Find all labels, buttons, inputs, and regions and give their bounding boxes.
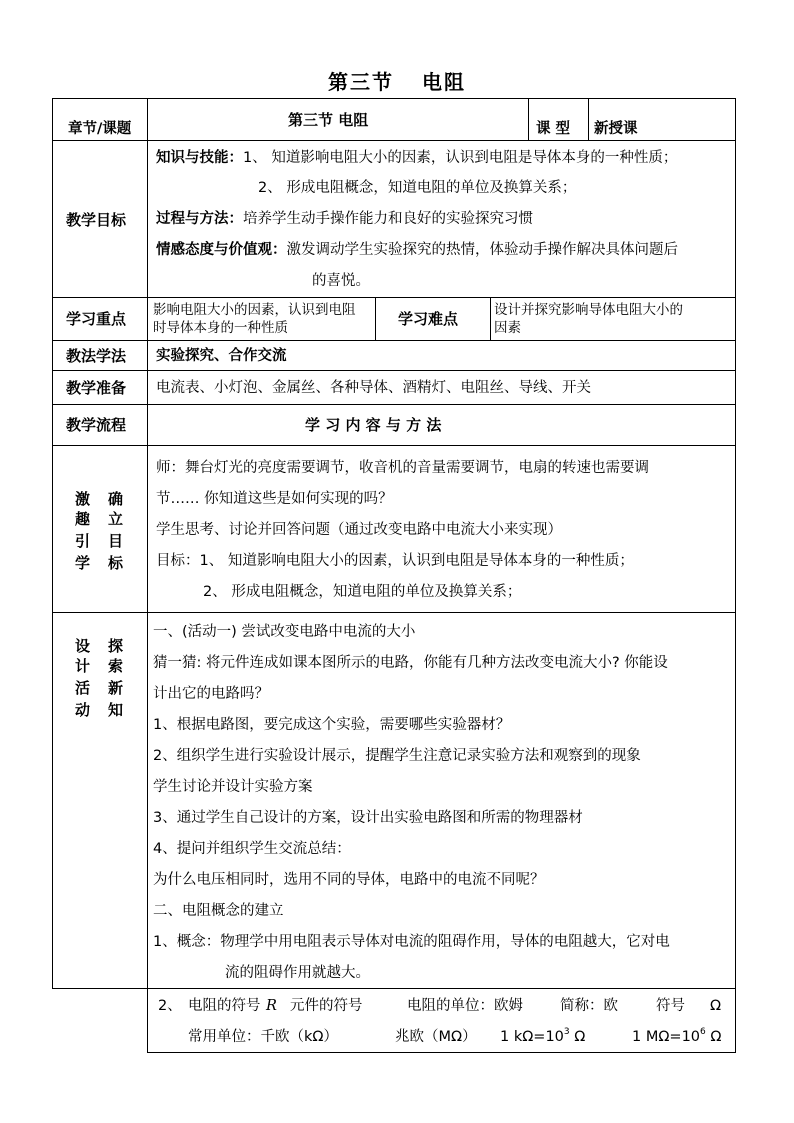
section1-line-3: 学生思考、讨论并回答问题（通过改变电路中电流大小来实现） bbox=[156, 522, 562, 538]
section2-line-11: 1、概念：物理学中用电阻表示导体对电流的阻碍作用，导体的电阻越大，它对电 bbox=[153, 934, 670, 950]
section1-line-2: 节…… 你知道这些是如何实现的吗？ bbox=[156, 491, 393, 507]
key-points-text-2: 时导体本身的一种性质 bbox=[153, 320, 288, 336]
difficulty-text-2: 因素 bbox=[494, 320, 521, 336]
section2-line-3: 计出它的电路吗？ bbox=[153, 686, 269, 702]
page-title bbox=[0, 66, 794, 95]
title-part-2: 电阻 bbox=[422, 70, 466, 94]
key-points-text-1: 影响电阻大小的因素，认识到电阻 bbox=[153, 302, 356, 318]
objectives-label: 教学目标 bbox=[66, 211, 127, 229]
section2-line-12: 流的阻碍作用就越大。 bbox=[225, 965, 370, 981]
objective-line-2: 2、 形成电阻概念，知道电阻的单位及换算关系； bbox=[258, 180, 577, 196]
section1-line-5: 2、 形成电阻概念，知道电阻的单位及换算关系； bbox=[203, 584, 522, 600]
lesson-type-label: 课 型 bbox=[536, 121, 571, 137]
prep-label: 教学准备 bbox=[66, 379, 127, 397]
section2-line-2: 猜一猜: 将元件连成如课本图所示的电路，你能有几种方法改变电流大小? 你能设 bbox=[153, 655, 668, 671]
section2-line-6: 学生讨论并设计实验方案 bbox=[153, 779, 313, 795]
section1-line-1: 师：舞台灯光的亮度需要调节，收音机的音量需要调节，电扇的转速也需要调 bbox=[156, 460, 649, 476]
methods-value: 实验探究、合作交流 bbox=[156, 348, 287, 364]
topic-value: 第三节 电阻 bbox=[288, 111, 369, 129]
objective-line-4: 情感态度与价值观：激发调动学生实验探究的热情，体验动手操作解决具体问题后 bbox=[156, 242, 678, 258]
section2-line-4: 1、根据电路图，要完成这个实验，需要哪些实验器材？ bbox=[153, 717, 511, 733]
objective-line-5: 的喜悦。 bbox=[312, 273, 370, 289]
section2-line-10: 二、电阻概念的建立 bbox=[153, 903, 284, 919]
section2-line-1: 一、(活动一) 尝试改变电路中电流的大小 bbox=[153, 624, 416, 640]
section2-line-7: 3、通过学生自己设计的方案，设计出实验电路图和所需的物理器材 bbox=[153, 810, 583, 826]
title-part-1: 第三节 bbox=[328, 70, 394, 94]
section2-line-8: 4、提问并组织学生交流总结： bbox=[153, 841, 351, 857]
objective-line-1: 知识与技能：1、 知道影响电阻大小的因素，认识到电阻是导体本身的一种性质； bbox=[156, 150, 678, 166]
section2-line-9: 为什么电压相同时，选用不同的导体，电路中的电流不同呢？ bbox=[153, 872, 545, 888]
section2-line-5: 2、组织学生进行实验设计展示，提醒学生注意记录实验方法和观察到的现象 bbox=[153, 748, 641, 764]
objective-line-3: 过程与方法：培养学生动手操作能力和良好的实验探究习惯 bbox=[156, 211, 533, 227]
flow-value: 学 习 内 容 与 方 法 bbox=[305, 416, 442, 434]
flow-label: 教学流程 bbox=[66, 416, 127, 434]
key-points-label: 学习重点 bbox=[66, 310, 127, 328]
difficulty-label: 学习难点 bbox=[398, 310, 459, 328]
methods-label: 教法学法 bbox=[66, 347, 127, 365]
lesson-type-value: 新授课 bbox=[594, 121, 638, 137]
chapter-topic-label: 章节/课题 bbox=[68, 121, 132, 137]
difficulty-text-1: 设计并探究影响导体电阻大小的 bbox=[494, 302, 683, 318]
prep-value: 电流表、小灯泡、金属丝、各种导体、酒精灯、电阻丝、导线、开关 bbox=[156, 380, 591, 396]
section1-line-4: 目标：1、 知道影响电阻大小的因素，认识到电阻是导体本身的一种性质； bbox=[156, 553, 634, 569]
